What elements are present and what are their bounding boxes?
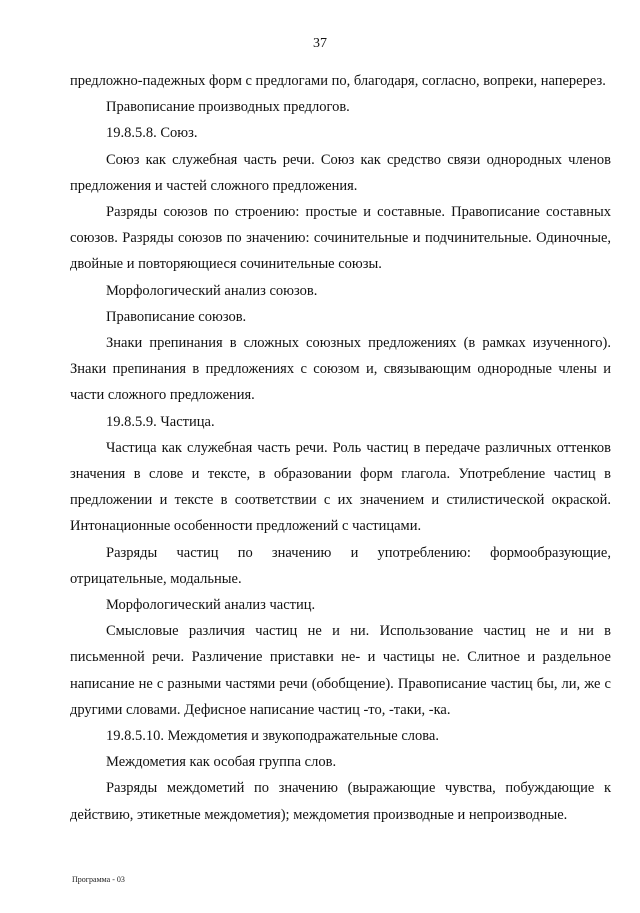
- paragraph-interjection-types: Разряды междометий по значению (выражающие чувства, побуждающие к действию, этикетные междометия); междометия производные и непроизводные.: [70, 780, 611, 823]
- paragraph-interjections-group: Междометия как особая группа слов.: [106, 754, 337, 771]
- section-heading-interjections: 19.8.5.10. Междометия и звукоподражательные слова.: [106, 728, 439, 745]
- paragraph-particle-analysis: Морфологический анализ частиц.: [106, 597, 316, 614]
- paragraph-particle-ne-ni: Смысловые различия частиц не и ни. Использование частиц не и ни в письменной речи. Различение приставки не- и частицы не. Слитное и раздельное написание не с разными частями речи (обобщение). Правописание частиц бы, ли, же с другими словами. Дефисное написание частиц -то, -таки, -ка.: [70, 623, 611, 718]
- paragraph-conjunction-definition: Союз как служебная часть речи. Союз как средство связи однородных членов предложения и частей сложного предложения.: [70, 151, 611, 194]
- paragraph-conjunction-analysis: Морфологический анализ союзов.: [106, 282, 318, 299]
- footer-label: Программа - 03: [72, 875, 125, 884]
- paragraph-conjunction-types: Разряды союзов по строению: простые и составные. Правописание составных союзов. Разряды союзов по значению: сочинительные и подчинительные. Одиночные, двойные и повторяющиеся сочинительные союзы.: [70, 204, 611, 273]
- section-heading-conjunction: 19.8.5.8. Союз.: [106, 125, 198, 142]
- paragraph-particle-definition: Частица как служебная часть речи. Роль частиц в передаче различных оттенков значения в слове и тексте, в образовании форм глагола. Употребление частиц в предложении и тексте в соответствии с их значением и стилистической окраской. Интонационные особенности предложений с частицами.: [70, 439, 611, 535]
- section-heading-particle: 19.8.5.9. Частица.: [106, 413, 215, 430]
- page-number: 37: [313, 36, 327, 51]
- paragraph-punctuation: Знаки препинания в сложных союзных предложениях (в рамках изученного). Знаки препинания в предложениях с союзом и, связывающим однородные члены и части сложного предложения.: [70, 335, 611, 404]
- paragraph-conjunction-spelling: Правописание союзов.: [106, 308, 247, 325]
- paragraph-prepositions-cont: предложно-падежных форм с предлогами по, благодаря, согласно, вопреки, наперерез.: [70, 73, 606, 89]
- paragraph-derived-prepositions: Правописание производных предлогов.: [106, 99, 350, 116]
- paragraph-particle-types: Разряды частиц по значению и употреблению: формообразующие, отрицательные, модальные.: [70, 544, 611, 587]
- document-body: [70, 68, 611, 828]
